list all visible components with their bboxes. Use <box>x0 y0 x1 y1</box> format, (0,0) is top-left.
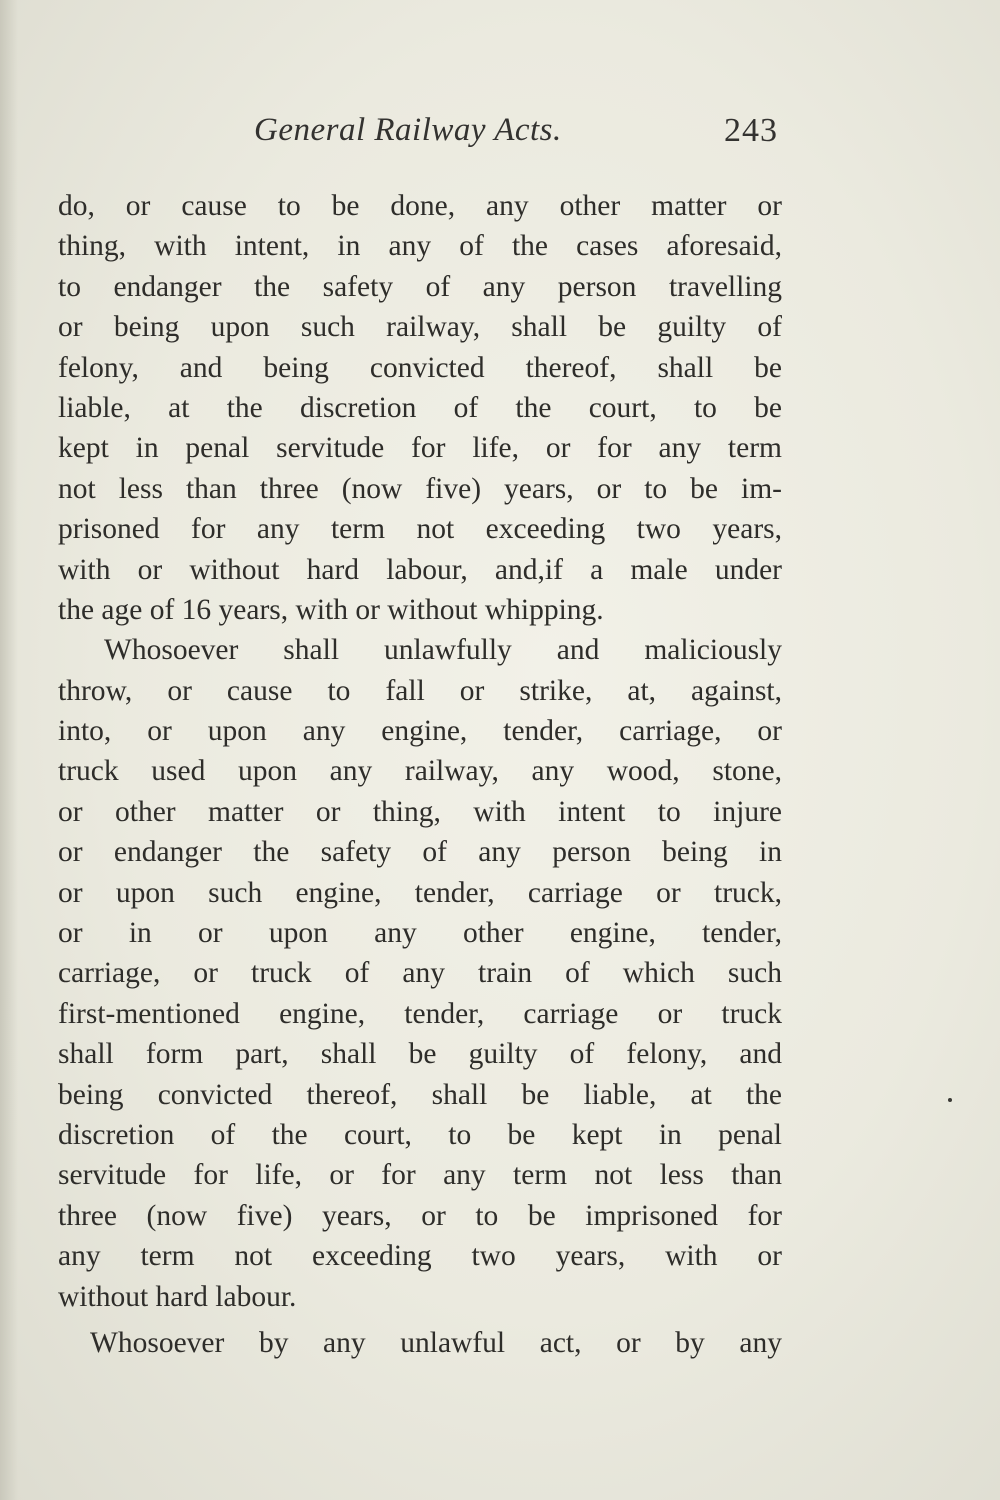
paragraph-end-line: the age of 16 years, with or without whipping. <box>58 593 604 626</box>
text-line: prisoned for any term not exceeding two years, <box>58 513 782 546</box>
text-line: throw, or cause to fall or strike, at, against, <box>58 674 782 707</box>
text-line: or other matter or thing, with intent to injure <box>58 795 782 828</box>
text-line: do, or cause to be done, any other matter or <box>58 190 782 222</box>
text-line: not less than three (now five) years, or to be im- <box>58 472 782 505</box>
text-line: or in or upon any other engine, tender, <box>58 917 782 950</box>
paragraph-start-line: Whosoever by any unlawful act, or by any <box>90 1326 782 1359</box>
text-line: first-mentioned engine, tender, carriage or truck <box>58 997 782 1030</box>
text-line: kept in penal servitude for life, or for any term <box>58 432 782 465</box>
text-line: any term not exceeding two years, with or <box>58 1240 782 1273</box>
paragraph-end-line: without hard labour. <box>58 1280 297 1313</box>
page-header <box>0 112 1000 162</box>
paper-speck <box>948 1098 952 1102</box>
text-line: felony, and being convicted thereof, shall be <box>58 351 782 384</box>
text-line: liable, at the discretion of the court, to be <box>58 391 782 424</box>
text-line: three (now five) years, or to be imprisoned for <box>58 1199 782 1232</box>
page-edge-shadow <box>0 0 18 1500</box>
text-line: thing, with intent, in any of the cases aforesaid, <box>58 230 782 263</box>
text-line: servitude for life, or for any term not less than <box>58 1159 782 1192</box>
page-number: 243 <box>724 112 778 149</box>
paragraph-start-line: Whosoever shall unlawfully and maliciously <box>104 634 782 667</box>
text-line: discretion of the court, to be kept in penal <box>58 1118 782 1151</box>
text-line: with or without hard labour, and,if a male under <box>58 553 782 586</box>
body-text <box>58 186 782 1363</box>
text-line: or being upon such railway, shall be guilty of <box>58 311 782 344</box>
text-line: truck used upon any railway, any wood, stone, <box>58 755 782 788</box>
text-line: being convicted thereof, shall be liable, at the <box>58 1078 782 1111</box>
text-line: or upon such engine, tender, carriage or truck, <box>58 876 782 909</box>
text-line: carriage, or truck of any train of which such <box>58 957 782 990</box>
running-title: General Railway Acts. <box>254 112 562 148</box>
text-line: to endanger the safety of any person travelling <box>58 270 782 303</box>
text-line: shall form part, shall be guilty of felony, and <box>58 1038 782 1071</box>
text-line: into, or upon any engine, tender, carriage, or <box>58 715 782 748</box>
text-line: or endanger the safety of any person being in <box>58 836 782 869</box>
